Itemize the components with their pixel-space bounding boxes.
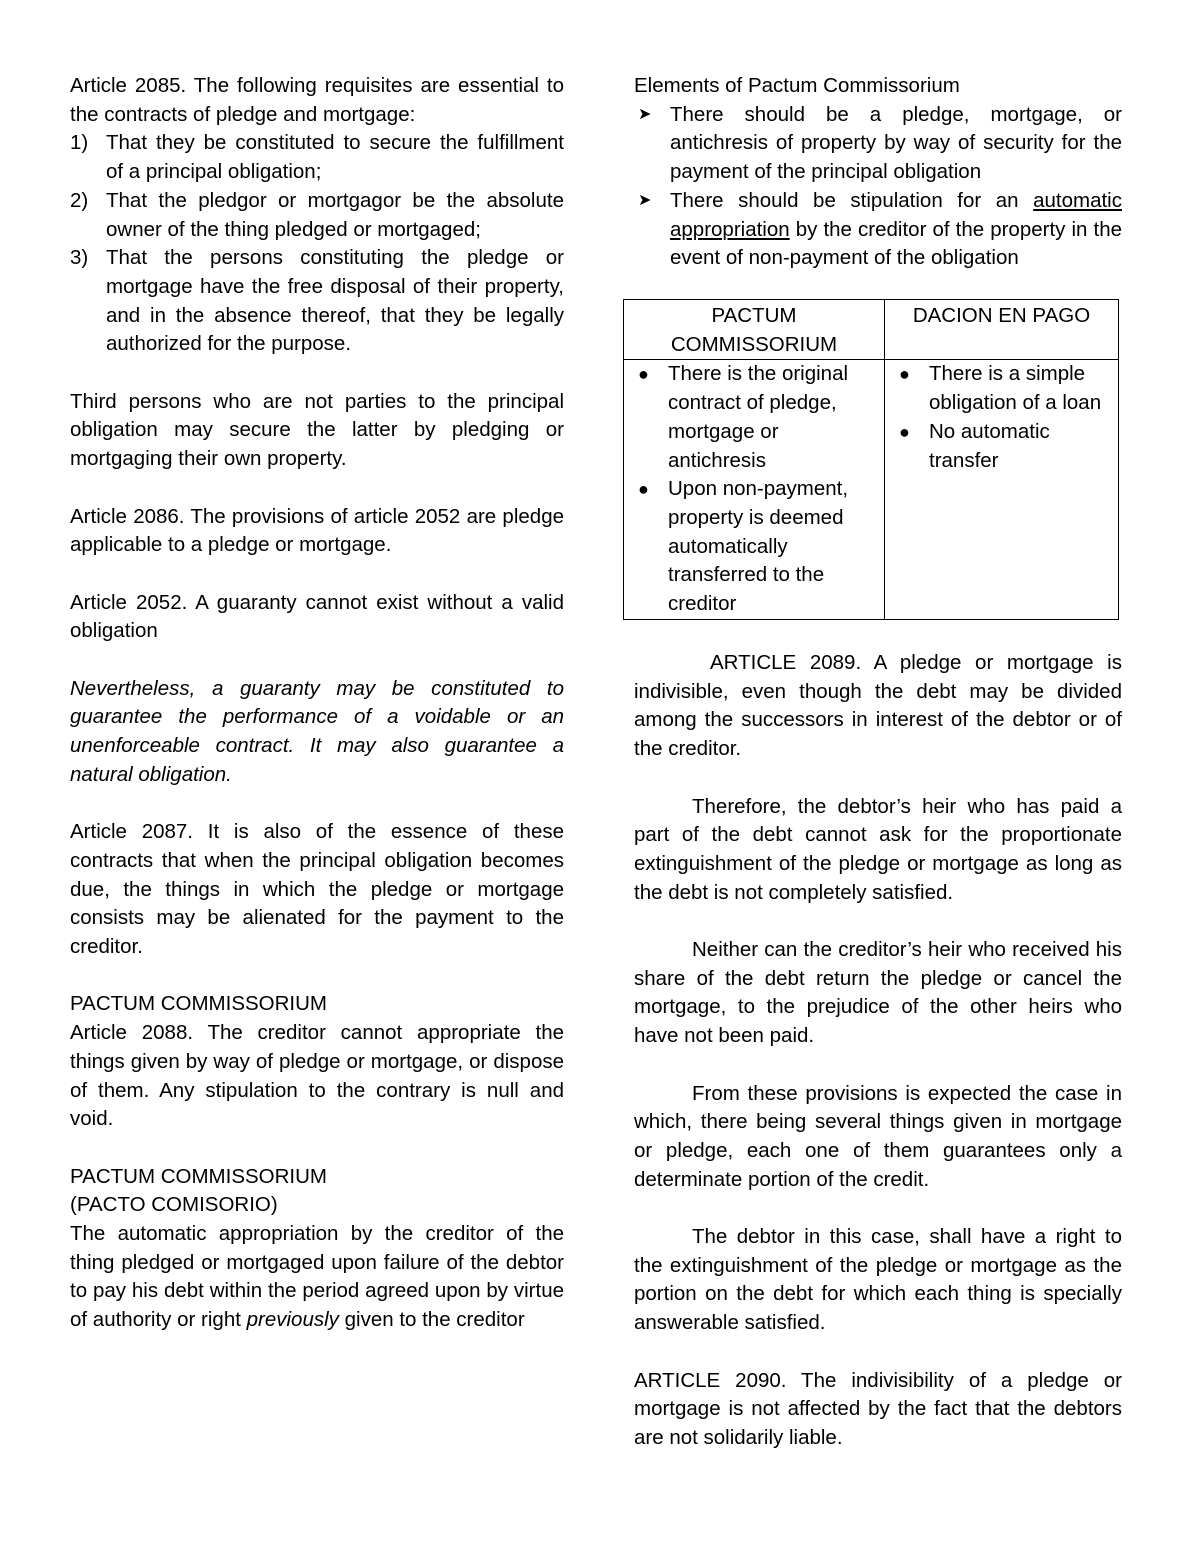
pacto-comisorio-subheading: (PACTO COMISORIO) [70,1193,278,1217]
article-2087: Article 2087. It is also of the essence of these contracts that when the principal obligation becomes due, the things in which the pledge or mortgage consists may be alienated for the payment to the creditor. [70,820,564,959]
list-item [889,418,1114,475]
arrow-bullet-icon: ➤ [638,191,652,209]
pactum-cell [624,360,885,619]
requisite-item [70,244,564,359]
requisite-text: That they be constituted to secure the fulfillment of a principal obligation; [106,131,564,184]
pactum-definition [70,1220,564,1335]
element-item [634,187,1122,273]
pactum-point-text: Upon non-payment, property is deemed automatically transferred to the creditor [668,477,849,616]
requisite-item [70,129,564,186]
therefore-paragraph: Therefore, the debtor’s heir who has paid a part of the debt cannot ask for the proportionate extinguishment of the pledge or mortgage as long as the debt is not completely satisfied. [634,794,1122,904]
bullet-icon: ● [638,479,649,500]
list-item [889,360,1114,417]
article-2085-intro: Article 2085. The following requisites are essential to the contracts of pledge and mortgage: [70,74,564,126]
pactum-definition-part2: given to the creditor [338,1308,525,1332]
bullet-icon: ● [638,364,649,385]
requisite-text: That the persons constituting the pledge or mortgage have the free disposal of their property, and in the absence thereof, that they be legally authorized for the purpose. [106,246,564,356]
list-item [628,475,880,619]
article-2086: Article 2086. The provisions of article 2052 are pledge applicable to a pledge or mortgage. [70,504,564,557]
arrow-bullet-icon: ➤ [638,105,652,123]
element-text-underlined: automatic appropriation [670,188,1122,241]
list-item [628,360,880,475]
pactum-heading-2: PACTUM COMMISSORIUM [70,1164,328,1188]
neither-paragraph: Neither can the creditor’s heir who received his share of the debt return the pledge or cancel the mortgage, to the prejudice of the other heirs who have not been paid. [634,938,1122,1048]
pactum-definition-italic: previously [246,1308,339,1332]
article-2090: ARTICLE 2090. The indivisibility of a pledge or mortgage is not affected by the fact that the debtors are not solidarily liable. [634,1368,1122,1449]
pactum-heading-1: PACTUM COMMISSORIUM [70,992,328,1016]
table-header-row [624,300,1119,360]
dacion-point-text: There is a simple obligation of a loan [929,362,1102,415]
pactum-definition-part1: The automatic appropriation by the creditor of the thing pledged or mortgaged upon failure of the debtor to pay his debt within the period agreed upon by virtue of authority or right [70,1222,564,1332]
element-text-post: by the creditor of the property in the event of non-payment of the obligation [670,217,1122,270]
debtor-right-paragraph: The debtor in this case, shall have a right to the extinguishment of the pledge or mortgage as the portion on the debt for which each thing is specially answerable satisfied. [634,1225,1122,1335]
requisite-item [70,187,564,244]
element-text: There should be a pledge, mortgage, or antichresis of property by way of security for the payment of the principal obligation [670,102,1122,184]
from-these-paragraph: From these provisions is expected the case in which, there being several things given in mortgage or pledge, each one of them guarantees only a determinate portion of the credit. [634,1081,1122,1191]
element-text-pre: There should be stipulation for an [670,188,1034,212]
requisite-number: 3) [70,246,89,270]
requisite-number: 1) [70,131,89,155]
left-column [70,72,564,1335]
nevertheless-paragraph: Nevertheless, a guaranty may be constituted to guarantee the performance of a voidable or an unenforceable contract. It may also guarantee a natural obligation. [70,676,564,786]
header-dacion: DACION EN PAGO [885,300,1119,360]
dacion-cell [885,360,1119,619]
right-column-top [634,72,1122,273]
third-persons-paragraph: Third persons who are not parties to the principal obligation may secure the latter by pledging or mortgaging their own property. [70,389,564,471]
article-2089: ARTICLE 2089. A pledge or mortgage is indivisible, even though the debt may be divided among the successors in interest of the debtor or of the creditor. [634,651,1122,761]
element-item [634,101,1122,187]
bullet-icon: ● [899,421,910,442]
elements-list [634,101,1122,273]
article-2052: Article 2052. A guaranty cannot exist without a valid obligation [70,590,564,643]
table-row [624,360,1119,619]
pactum-point-text: There is the original contract of pledge, mortgage or antichresis [668,362,849,472]
requisite-number: 2) [70,188,89,212]
comparison-table [623,299,1119,620]
requisite-text: That the pledgor or mortgagor be the absolute owner of the thing pledged or mortgaged; [106,188,564,241]
article-2085-requisites [70,129,564,359]
article-2088: Article 2088. The creditor cannot appropriate the things given by way of pledge or mortgage, or dispose of them. Any stipulation to the contrary is null and void. [70,1021,564,1131]
elements-heading: Elements of Pactum Commissorium [634,74,960,97]
bullet-icon: ● [899,364,910,385]
header-pactum: PACTUM COMMISSORIUM [624,300,885,360]
dacion-point-text: No automatic transfer [929,419,1050,472]
right-column-bottom [634,649,1122,1453]
